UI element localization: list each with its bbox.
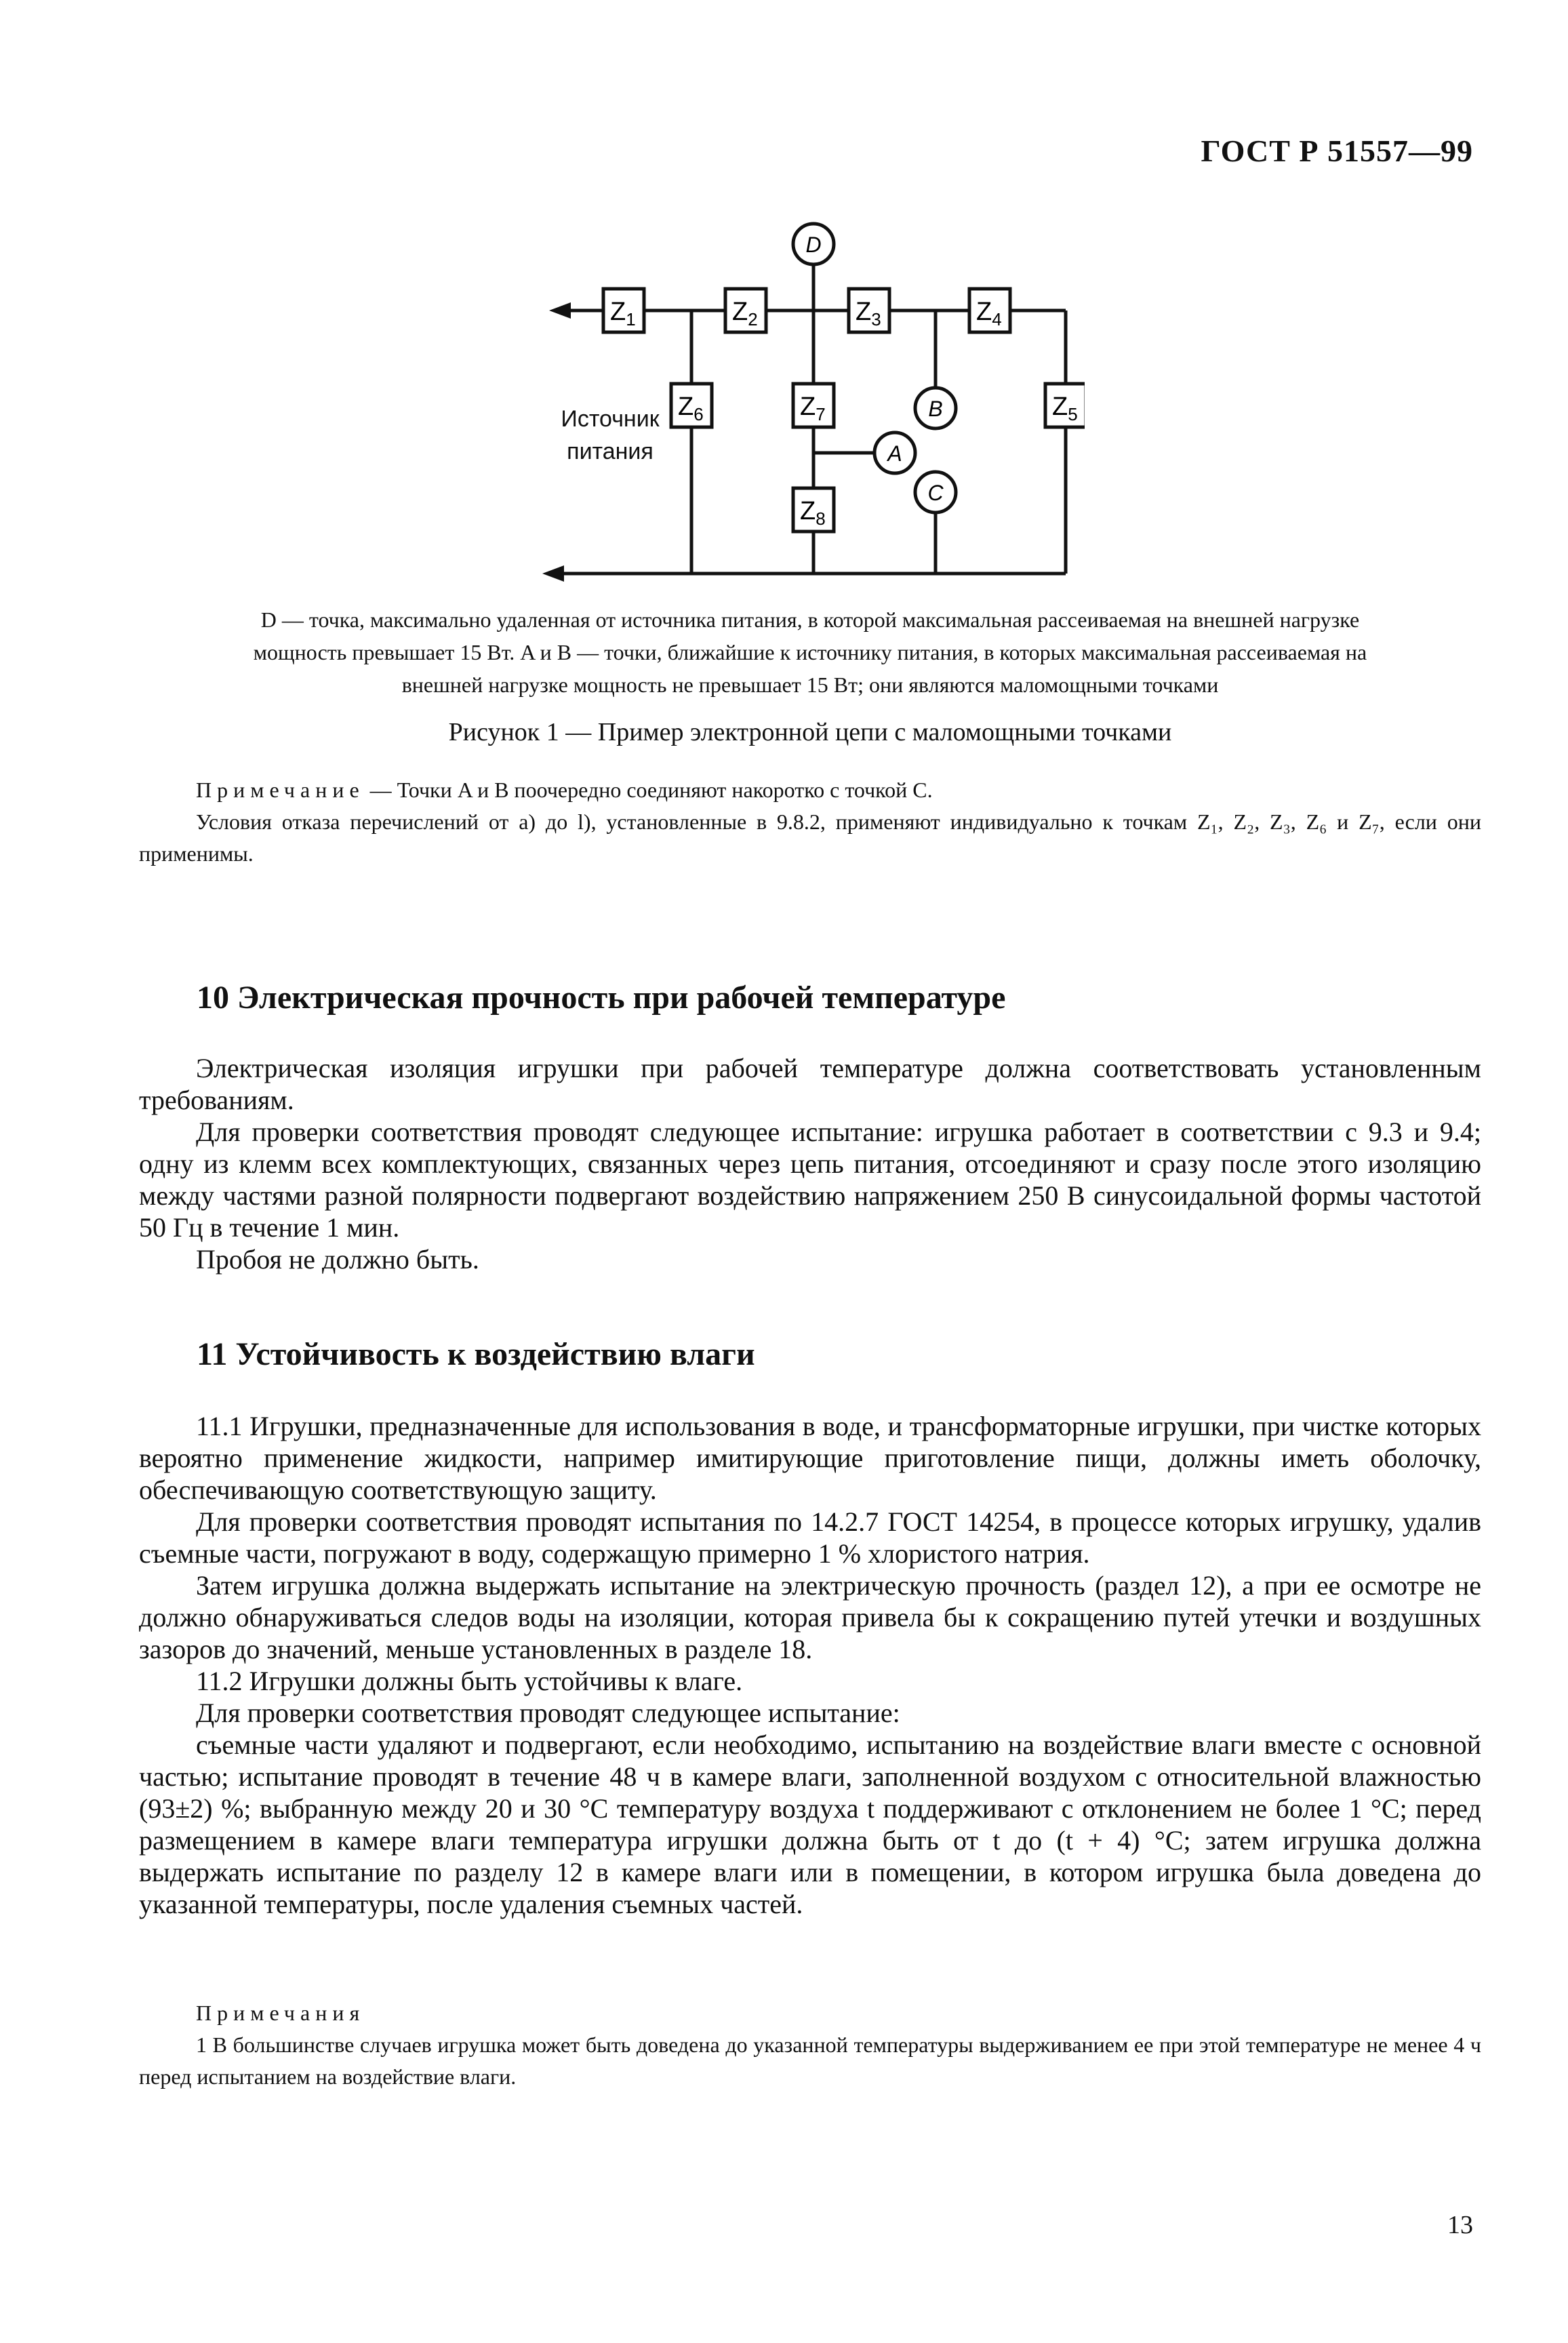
note-label: Примечание: [196, 778, 365, 802]
paragraph: съемные части удаляют и подвергают, если необходимо, испытанию на воздействие влаги вместе с основной частью; испытание проводят в течение 48 ч в камере влаги, заполненной воздухом с относительной влажностью (93±2) %; выбранную между 20 и 30 °С температуру воздуха t поддерживают с отклонением не более 1 °С; перед размещением в камере влаги температура игрушки должна быть от t до (t + 4) °С; затем игрушка должна выдержать испытание по разделу 12 в камере влаги или в помещении, в котором игрушка была доведена до указанной температуры, после удаления съемных частей.: [139, 1729, 1481, 1919]
circuit-diagram: [529, 216, 1085, 595]
paragraph: 11.1 Игрушки, предназначенные для использования в воде, и трансформаторные игрушки, при чистке которых вероятно применение жидкости, например имитирующие приготовление пищи, должны иметь оболочку, обеспечивающую соответствующую защиту.: [139, 1411, 1481, 1505]
z6-label: $Z_6$: [678, 393, 704, 424]
paragraph: Электрическая изоляция игрушки при рабочей температуре должна соответствовать установленным требованиям.: [139, 1053, 1481, 1115]
point-b-label: B: [928, 397, 943, 421]
z3-label: $Z_3$: [856, 298, 881, 329]
note-text-1: — Точки A и B поочередно соединяют накоротко с точкой C.: [369, 778, 933, 802]
point-c-label: C: [927, 481, 944, 505]
section-10-heading: 10 Электрическая прочность при рабочей температуре: [197, 980, 1006, 1016]
section-11-heading: 11 Устойчивость к воздействию влаги: [197, 1336, 755, 1372]
section-10-body: [139, 1052, 1481, 1275]
figure-title: Рисунок 1 — Пример электронной цепи с маломощными точками: [448, 718, 1172, 746]
section-11-body: [139, 1410, 1481, 1920]
section-11-notes: [139, 1997, 1481, 2093]
note-text-2: Условия отказа перечислений от а) до l), установленные в 9.8.2, применяют индивидуально к точкам Z₁, Z₂, Z₃, Z₆ и Z₇, если они применимы.: [139, 809, 1481, 866]
z1-label: $Z_1$: [610, 298, 636, 329]
note-item-1: 1 В большинстве случаев игрушка может быть доведена до указанной температуры выдерживанием ее при этой температуре не менее 4 ч перед испытанием на воздействие влаги.: [139, 2032, 1481, 2089]
z7-label: $Z_7$: [800, 393, 826, 424]
paragraph: Для проверки соответствия проводят следующее испытание:: [196, 1698, 900, 1728]
power-source-label: Источник питания: [561, 406, 660, 464]
page-number: 13: [1447, 2211, 1473, 2239]
paragraph: Для проверки соответствия проводят следующее испытание: игрушка работает в соответствии с 9.3 и 9.4; одну из клемм всех комплектующих, связанных через цепь питания, отсоединяют и сразу после этого изоляцию между частями разной полярности подвергают воздействию напряжением 250 В синусоидальной формы частотой 50 Гц в течение 1 мин.: [139, 1117, 1481, 1243]
figure-note: [139, 774, 1481, 870]
paragraph: Затем игрушка должна выдержать испытание на электрическую прочность (раздел 12), а при ее осмотре не должно обнаруживаться следов воды на изоляции, которая привела бы к сокращению путей утечки и воздушных зазоров до значений, меньше установленных в разделе 18.: [139, 1570, 1481, 1664]
point-a-label: A: [887, 441, 902, 466]
arrow-left-icon: [542, 565, 564, 582]
notes-heading: Примечания: [196, 2001, 365, 2025]
point-d-label: D: [805, 233, 822, 257]
paragraph: 11.2 Игрушки должны быть устойчивы к влаге.: [196, 1666, 743, 1696]
z5-label: $Z_5$: [1052, 393, 1078, 424]
z4-label: $Z_4$: [976, 298, 1002, 329]
paragraph: Пробоя не должно быть.: [196, 1244, 479, 1275]
z8-label: $Z_8$: [800, 497, 826, 529]
figure-caption: D — точка, максимально удаленная от источника питания, в которой максимальная рассеиваемая на внешней нагрузке мощность превышает 15 Вт. A и B — точки, ближайшие к источнику питания, в которых максимальная рассеиваемая на внешней нагрузке мощность не превышает 15 Вт; они являются маломощными точками: [253, 607, 1367, 697]
paragraph: Для проверки соответствия проводят испытания по 14.2.7 ГОСТ 14254, в процессе которых игрушку, удалив съемные части, погружают в воду, содержащую примерно 1 % хлористого натрия.: [139, 1506, 1481, 1569]
arrow-left-icon: [549, 302, 571, 319]
standard-code: ГОСТ Р 51557—99: [1201, 134, 1473, 168]
z2-label: $Z_2$: [732, 298, 758, 329]
